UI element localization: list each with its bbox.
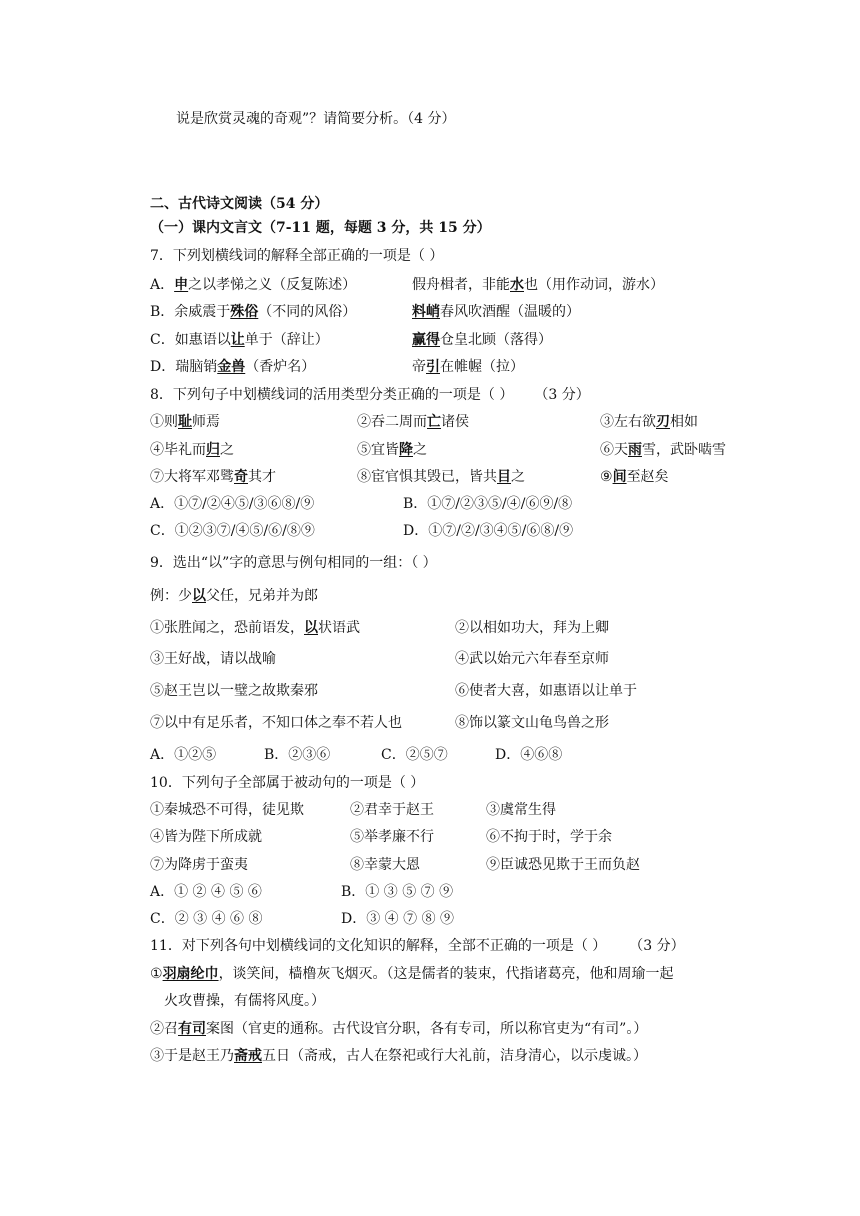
- q7-option-c-left: [150, 330, 329, 350]
- text: 单于（辞让）: [244, 332, 329, 348]
- q10-item-3: ③虞常生得: [486, 802, 556, 818]
- q9-item-6: ⑥使者大喜，如惠语以让单于: [455, 683, 637, 699]
- q7-option-b-right: [412, 302, 580, 322]
- underlined-word: 以: [304, 620, 318, 636]
- text: ①: [150, 966, 163, 982]
- question-text: 11．对下列各句中划横线词的文化知识的解释，全部不正确的一项是（ ）: [150, 938, 607, 954]
- q7-option-d-left: [150, 357, 315, 377]
- q9-item-4: ④武以始元六年春至京师: [455, 651, 609, 667]
- q10-item-9: ⑨臣诚恐见欺于王而负赵: [486, 857, 640, 873]
- option-letter: A．: [150, 277, 175, 293]
- q8-item-2: [357, 412, 469, 432]
- text: ⑦大将军邓骘: [150, 469, 234, 485]
- underlined-word: 让: [230, 332, 245, 348]
- text: ⑨: [600, 469, 613, 485]
- q9-example: [150, 586, 318, 606]
- text: 瑞脑销: [175, 359, 218, 375]
- text: 例：少: [150, 588, 192, 604]
- q10-option-a: A．① ② ④ ⑤ ⑥: [150, 884, 262, 900]
- q10-item-5: ⑤举孝廉不行: [350, 829, 434, 845]
- underlined-word: 奇: [234, 469, 248, 485]
- q10-option-d: D．③ ④ ⑦ ⑧ ⑨: [341, 911, 455, 927]
- q8-option-b: B．①⑦/②③⑤/④/⑥⑨/⑧: [403, 496, 573, 512]
- q9-item-2: ②以相如功大，拜为上卿: [455, 620, 609, 636]
- underlined-word: 金兽: [217, 359, 246, 375]
- q8-item-4: [150, 440, 234, 460]
- text: ，谈笑间，樯橹灰飞烟灭。（这是儒者的装束，代指诸葛亮，他和周瑜一起: [218, 966, 674, 982]
- underlined-word: 亡: [427, 414, 441, 430]
- text: 之: [220, 442, 234, 458]
- text: 余威震于: [174, 304, 231, 320]
- underlined-word: 引: [426, 359, 440, 375]
- text: 诸侯: [441, 414, 469, 430]
- q7-option-d-right: [412, 357, 524, 377]
- q9-item-7: ⑦以中有足乐者，不知口体之奉不若人也: [150, 715, 402, 731]
- q9-item-1: [150, 618, 360, 638]
- text: 在帷幄（拉）: [440, 359, 524, 375]
- underlined-word: 有司: [178, 1021, 206, 1037]
- section-subtitle: （一）课内文言文（7-11 题，每题 3 分，共 15 分）: [150, 220, 491, 236]
- q8-item-7: [150, 467, 276, 487]
- q7-stem: 7．下列划横线词的解释全部正确的一项是（ ）: [150, 248, 444, 264]
- text: 仓皇北顾（落得）: [440, 332, 552, 348]
- question-score: （3 分）: [636, 938, 685, 954]
- q11-stem: [150, 936, 685, 956]
- q7-option-a-right: [412, 275, 664, 295]
- q9-option-a: A．①②⑤: [150, 747, 217, 763]
- underlined-word: 目: [497, 469, 511, 485]
- underlined-word: 归: [206, 442, 220, 458]
- option-letter: B．: [150, 304, 175, 320]
- text: 父任，兄弟并为郎: [206, 588, 318, 604]
- underlined-word: 雨: [628, 442, 642, 458]
- text: ③左右欲: [600, 414, 656, 430]
- q10-item-7: ⑦为降虏于蛮夷: [150, 857, 248, 873]
- text: 师焉: [192, 414, 220, 430]
- q8-item-9: [600, 467, 669, 487]
- text: ⑧宦官惧其毁已，皆共: [357, 469, 497, 485]
- text: 也（用作动词，游水）: [524, 277, 664, 293]
- previous-question-tail: 说是欣赏灵魂的奇观”？请简要分析。（4 分）: [176, 111, 456, 127]
- underlined-word: 以: [192, 588, 206, 604]
- q7-option-b-left: [150, 302, 356, 322]
- underlined-word: 耻: [178, 414, 192, 430]
- q8-option-c: C．①②③⑦/④⑤/⑥/⑧⑨: [150, 523, 315, 539]
- underlined-word: 间: [612, 469, 627, 485]
- q8-item-8: [357, 467, 525, 487]
- text: （不同的风俗）: [258, 304, 357, 320]
- q8-item-1: [150, 412, 220, 432]
- text: ①则: [150, 414, 178, 430]
- underlined-word: 羽扇纶巾: [162, 966, 219, 982]
- text: 至赵矣: [626, 469, 669, 485]
- q8-item-5: [357, 440, 427, 460]
- q8-option-a: A．①⑦/②④⑤/③⑥⑧/⑨: [150, 496, 315, 512]
- text: 相如: [670, 414, 698, 430]
- underlined-word: 水: [510, 277, 524, 293]
- q7-option-a-left: [150, 275, 356, 295]
- q10-item-6: ⑥不拘于时，学于余: [486, 829, 612, 845]
- text: ①张胜闻之，恐前语发，: [150, 620, 304, 636]
- section-title: 二、古代诗文阅读（54 分）: [150, 196, 329, 212]
- q9-item-3: ③王好战，请以战喻: [150, 651, 276, 667]
- q11-item-3: [150, 1046, 647, 1066]
- text: 之: [511, 469, 525, 485]
- underlined-word: 斋戒: [234, 1048, 262, 1064]
- q8-item-6: [600, 440, 726, 460]
- text: 之: [413, 442, 427, 458]
- underlined-word: 殊俗: [230, 304, 259, 320]
- q10-item-4: ④皆为陛下所成就: [150, 829, 262, 845]
- underlined-word: 刃: [656, 414, 670, 430]
- q8-item-3: [600, 412, 698, 432]
- q10-item-2: ②君幸于赵王: [350, 802, 434, 818]
- text: ②召: [150, 1021, 178, 1037]
- underlined-word: 赢得: [412, 332, 440, 348]
- q9-item-5: ⑤赵王岂以一璧之故欺秦邪: [150, 683, 318, 699]
- q9-item-8: ⑧饰以篆文山龟鸟兽之形: [455, 715, 609, 731]
- q11-item-1: [150, 964, 674, 984]
- text: ⑤宜皆: [357, 442, 399, 458]
- option-letter: C．: [150, 332, 175, 348]
- q9-option-c: C．②⑤⑦: [381, 747, 448, 763]
- text: 案图（官吏的通称。古代设官分职，各有专司，所以称官吏为“有司”。）: [206, 1021, 648, 1037]
- q8-option-d: D．①⑦/②/③④⑤/⑥⑧/⑨: [403, 523, 574, 539]
- option-letter: D．: [150, 359, 176, 375]
- text: 帝: [412, 359, 426, 375]
- q10-option-b: B．① ③ ⑤ ⑦ ⑨: [341, 884, 454, 900]
- q10-item-1: ①秦城恐不可得，徒见欺: [150, 802, 304, 818]
- underlined-word: 料峭: [412, 304, 440, 320]
- text: ④毕礼而: [150, 442, 206, 458]
- q9-option-d: D．④⑥⑧: [495, 747, 563, 763]
- q8-stem: [150, 385, 590, 405]
- text: 如惠语以: [174, 332, 231, 348]
- text: ③于是赵王乃: [150, 1048, 234, 1064]
- underlined-word: 申: [174, 277, 189, 293]
- q7-option-c-right: [412, 330, 552, 350]
- q10-option-c: C．② ③ ④ ⑥ ⑧: [150, 911, 263, 927]
- question-text: 8．下列句子中划横线词的活用类型分类正确的一项是（ ）: [150, 387, 514, 403]
- text: 假舟楫者，非能: [412, 277, 510, 293]
- q10-item-8: ⑧幸蒙大恩: [350, 857, 420, 873]
- text: 五日（斋戒，古人在祭祀或行大礼前，洁身清心，以示虔诚。）: [262, 1048, 647, 1064]
- text: （香炉名）: [245, 359, 316, 375]
- text: 雪，武卧啮雪: [642, 442, 726, 458]
- q11-item-2: [150, 1019, 647, 1039]
- text: 其才: [248, 469, 276, 485]
- underlined-word: 降: [399, 442, 413, 458]
- text: 春风吹酒醒（温暖的）: [440, 304, 580, 320]
- text: ⑥天: [600, 442, 628, 458]
- text: 之以孝悌之义（反复陈述）: [188, 277, 357, 293]
- q11-item-1-continued: 火攻曹操，有儒将风度。）: [164, 993, 325, 1009]
- q9-stem: 9．选出“以”字的意思与例句相同的一组：（ ）: [150, 555, 437, 571]
- question-score: （3 分）: [541, 387, 590, 403]
- q9-option-b: B．②③⑥: [264, 747, 331, 763]
- text: ②吞二周而: [357, 414, 427, 430]
- q10-stem: 10．下列句子全部属于被动句的一项是（ ）: [150, 775, 425, 791]
- text: 状语武: [318, 620, 360, 636]
